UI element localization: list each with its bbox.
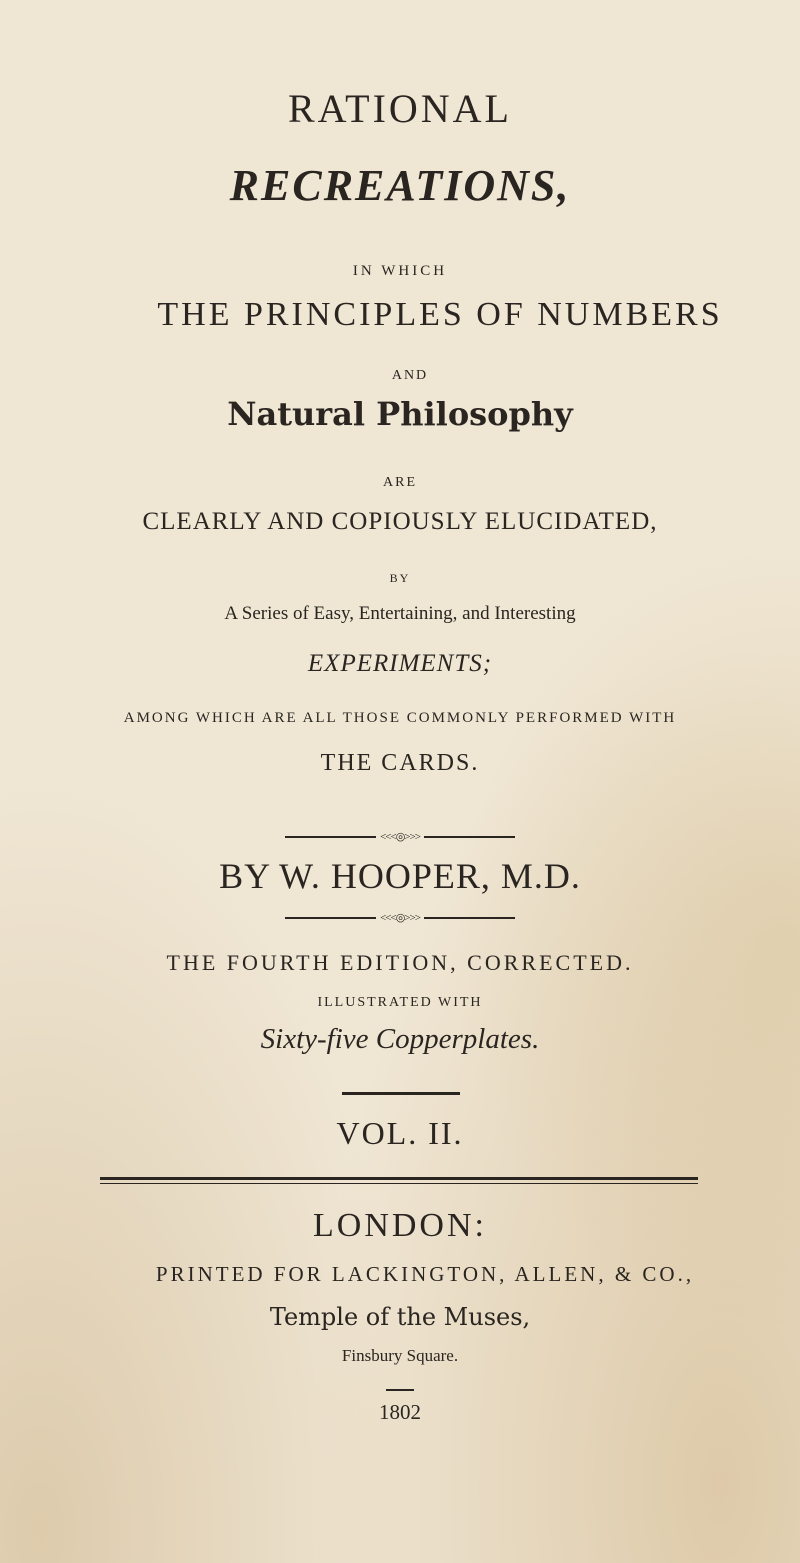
volume-line: VOL. II. bbox=[336, 1115, 464, 1151]
principles-line: THE PRINCIPLES OF NUMBERS bbox=[157, 296, 723, 333]
author-line: BY W. HOOPER, M.D. bbox=[219, 856, 581, 896]
ornament-divider-top: <<<◎>>> bbox=[285, 832, 515, 842]
and-line: AND bbox=[391, 368, 429, 383]
among-line: AMONG WHICH ARE ALL THOSE COMMONLY PERFORMED WITH bbox=[123, 710, 677, 726]
edition-line: THE FOURTH EDITION, CORRECTED. bbox=[166, 950, 634, 975]
double-rule-thin bbox=[100, 1183, 698, 1184]
title-rational: RATIONAL bbox=[288, 86, 512, 131]
natural-philosophy-line: Natural Philosophy bbox=[227, 395, 573, 433]
london-line: LONDON: bbox=[313, 1207, 487, 1244]
ornament-divider-bottom: <<<◎>>> bbox=[285, 913, 515, 923]
clearly-line: CLEARLY AND COPIOUSLY ELUCIDATED, bbox=[142, 508, 658, 535]
double-rule-thick bbox=[100, 1177, 698, 1180]
year-rule bbox=[386, 1389, 414, 1391]
cards-line: THE CARDS. bbox=[320, 750, 480, 776]
printed-for-line: PRINTED FOR LACKINGTON, ALLEN, & CO., bbox=[155, 1262, 695, 1286]
plates-line: Sixty-five Copperplates. bbox=[260, 1023, 540, 1055]
are-line: ARE bbox=[383, 475, 417, 490]
in-which-line: IN WHICH bbox=[352, 263, 448, 279]
illustrated-line: ILLUSTRATED WITH bbox=[317, 995, 483, 1010]
short-rule bbox=[342, 1092, 460, 1095]
year-line: 1802 bbox=[379, 1400, 421, 1424]
title-recreations: RECREATIONS, bbox=[229, 161, 571, 210]
series-line: A Series of Easy, Entertaining, and Interesting bbox=[224, 603, 576, 624]
temple-line: Temple of the Muses, bbox=[269, 1303, 531, 1331]
finsbury-line: Finsbury Square. bbox=[341, 1346, 459, 1365]
by-line: BY bbox=[389, 571, 411, 585]
experiments-line: EXPERIMENTS; bbox=[307, 650, 493, 677]
